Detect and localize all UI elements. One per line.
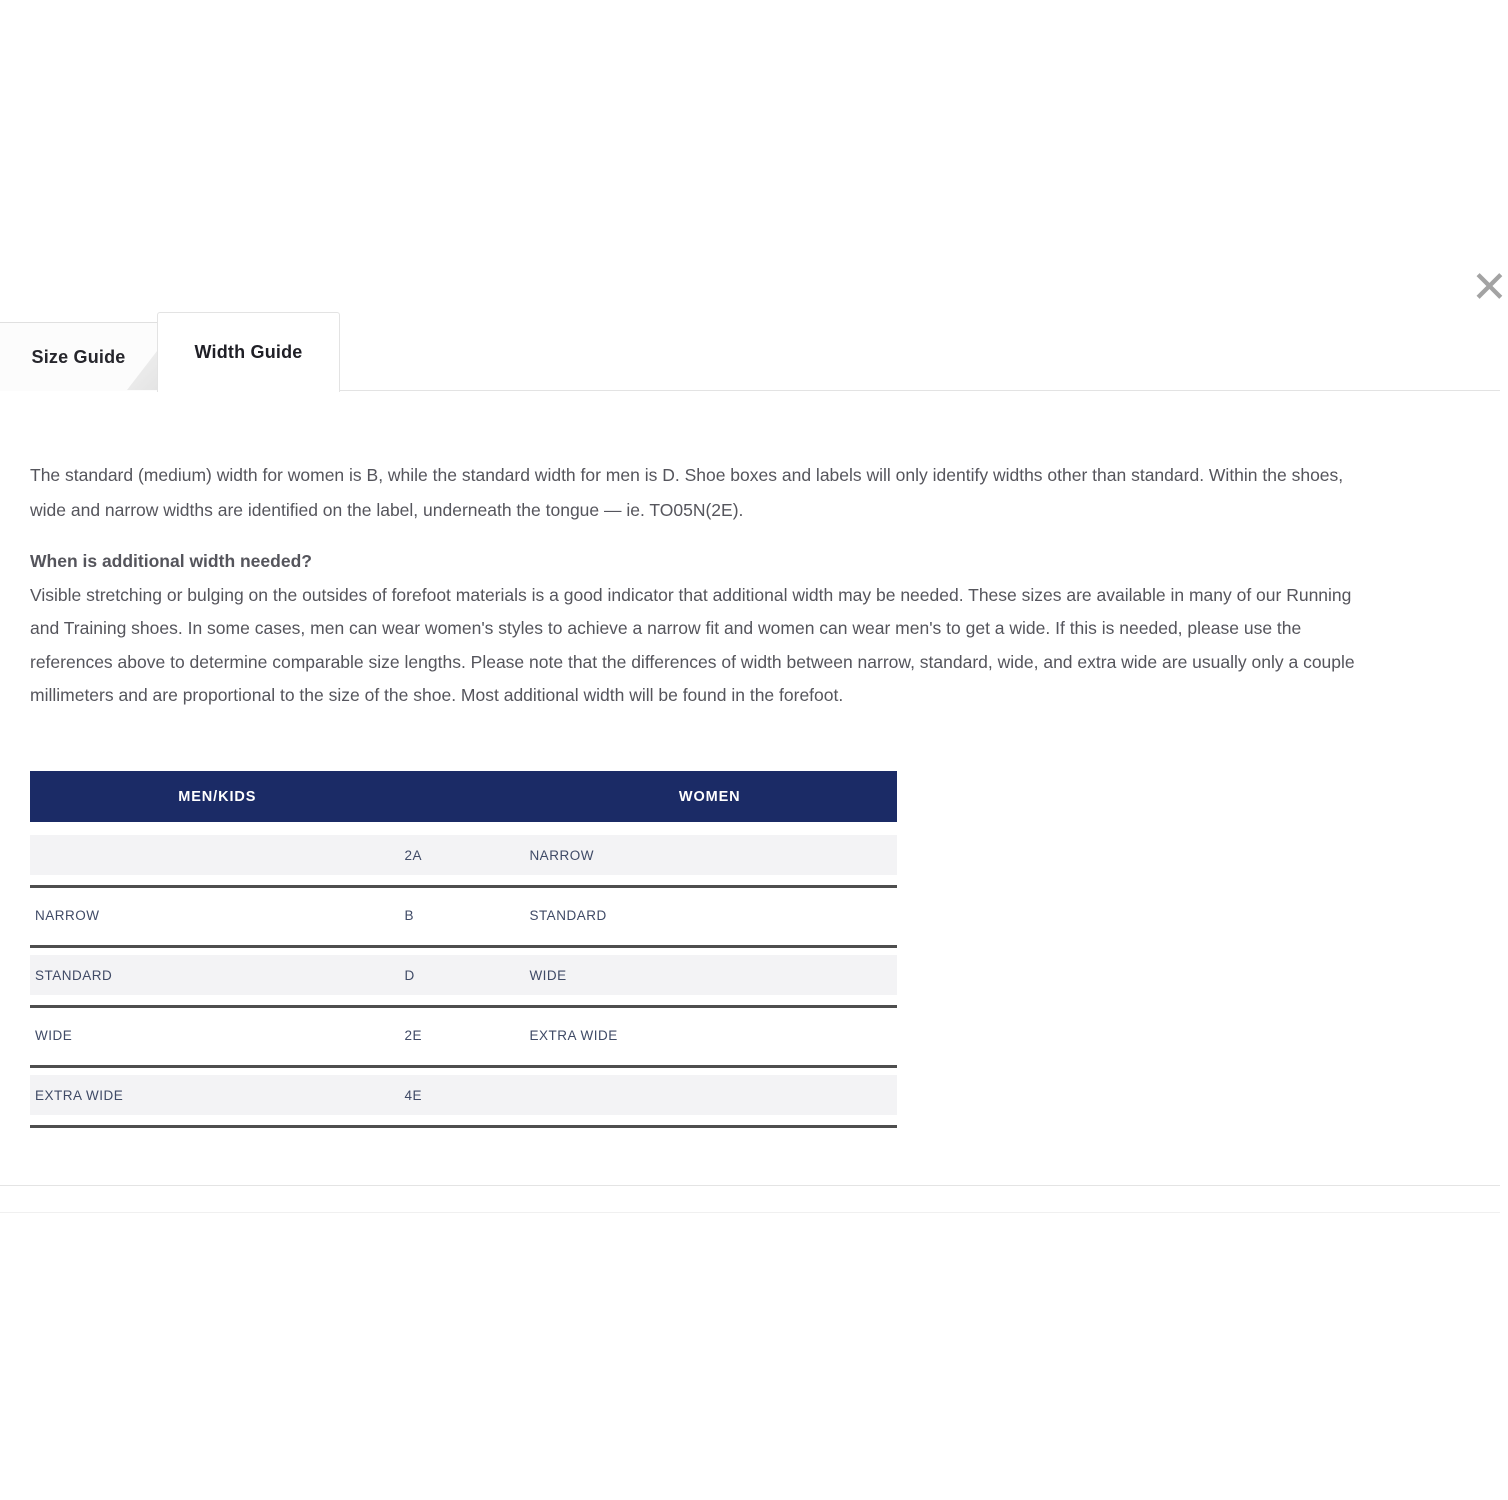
width-code-cell: D <box>404 967 415 983</box>
table-row <box>30 835 897 895</box>
header-women: WOMEN <box>678 788 741 805</box>
tab-width-guide[interactable] <box>157 312 340 392</box>
men-width-cell: WIDE <box>35 1027 73 1043</box>
table-row <box>30 1075 897 1135</box>
width-code-cell: 2A <box>404 847 423 863</box>
width-table-header <box>30 771 897 822</box>
women-width-cell: WIDE <box>529 967 567 983</box>
width-table <box>30 771 897 1135</box>
page-section-divider <box>0 1212 1500 1213</box>
width-code-cell: B <box>404 907 415 923</box>
intro-paragraph: The standard (medium) width for women is B, while the standard width for men is D. Shoe boxes and labels will only identify widths other than standard. Within the shoes, wide and narrow widths are identified on the label, underneath the tongue — ie. TO05N(2E). <box>30 465 1344 520</box>
table-row <box>30 955 897 1015</box>
width-code-cell: 4E <box>404 1087 423 1103</box>
table-row <box>30 1015 897 1075</box>
panel-bottom-border <box>0 1185 1500 1186</box>
men-width-cell: EXTRA WIDE <box>35 1087 124 1103</box>
close-icon[interactable]: ✕ <box>1471 263 1508 312</box>
women-width-cell: EXTRA WIDE <box>529 1027 618 1043</box>
women-width-cell: NARROW <box>529 847 594 863</box>
women-width-cell: STANDARD <box>529 907 607 923</box>
additional-width-section <box>30 545 1375 713</box>
section-heading: When is additional width needed? <box>30 551 312 571</box>
section-paragraph: Visible stretching or bulging on the outsides of forefoot materials is a good indicator that additional width may be needed. These sizes are available in many of our Running and Training shoes. In some cases, men can wear women's styles to achieve a narrow fit and women can wear men's to get a wide. If this is needed, please use the references above to determine comparable size lengths. Please note that the differences of width between narrow, standard, wide, and extra wide are usually only a couple millimeters and are proportional to the size of the shoe. Most additional width will be found in the forefoot. <box>30 584 1355 705</box>
tab-size-guide[interactable] <box>0 322 157 391</box>
tab-width-guide-label: Width Guide <box>194 342 303 362</box>
tab-size-guide-label: Size Guide <box>31 346 126 367</box>
men-width-cell: STANDARD <box>35 967 113 983</box>
header-men-kids: MEN/KIDS <box>178 788 257 805</box>
men-width-cell: NARROW <box>35 907 100 923</box>
width-code-cell: 2E <box>404 1027 423 1043</box>
table-row <box>30 895 897 955</box>
